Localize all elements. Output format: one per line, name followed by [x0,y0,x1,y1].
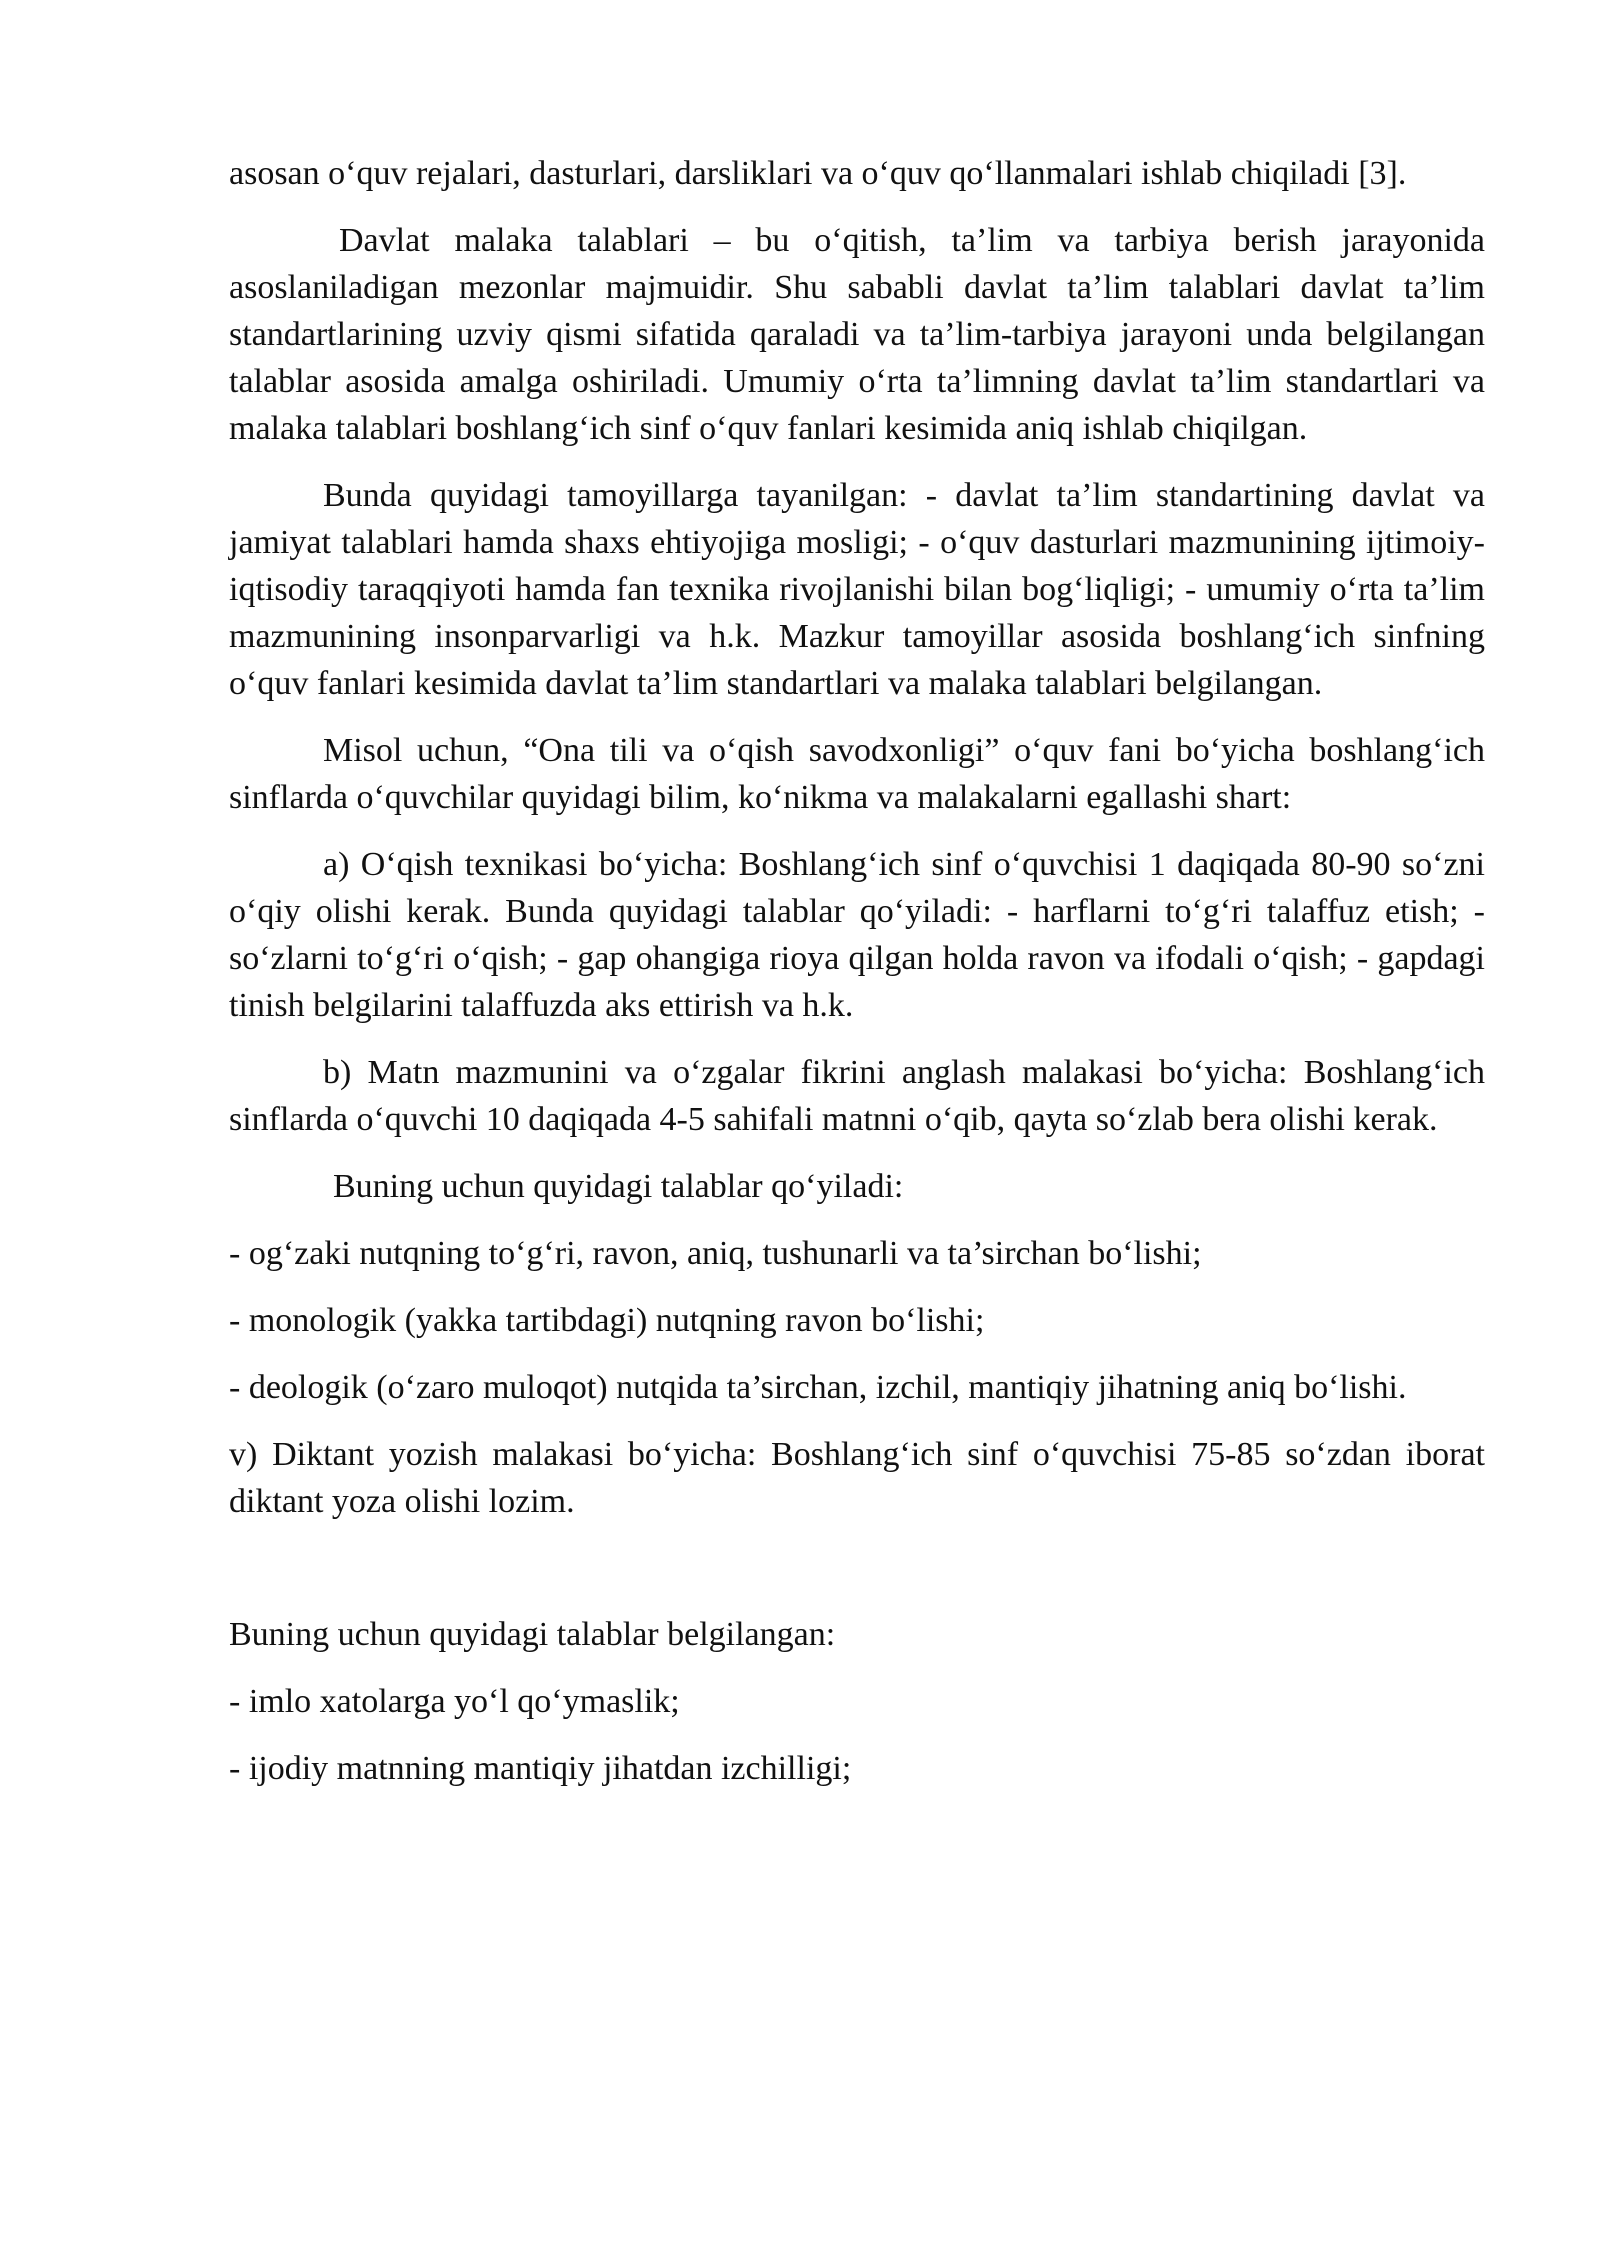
document-page [229,150,1485,1812]
paragraph-talablar-intro: Buning uchun quyidagi talablar qo‘yiladi: [333,1168,904,1205]
paragraph-talablar-belgilangan: Buning uchun quyidagi talablar belgilangan: [229,1616,836,1653]
paragraph-matn-mazmuni: b) Matn mazmunini va o‘zgalar fikrini anglash malakasi bo‘yicha: Boshlang‘ich sinflarda o‘quvchi 10 daqiqada 4-5 sahifali matnni o‘qib, qayta so‘zlab bera olishi kerak. [229,1054,1485,1138]
paragraph-diktant: v) Diktant yozish malakasi bo‘yicha: Boshlang‘ich sinf o‘quvchisi 75-85 so‘zdan iborat diktant yoza olishi lozim. [229,1436,1485,1520]
list-item: - imlo xatolarga yo‘l qo‘ymaslik; [229,1683,680,1720]
list-item: - og‘zaki nutqning to‘g‘ri, ravon, aniq, tushunarli va ta’sirchan bo‘lishi; [229,1235,1202,1272]
blank-space [229,1545,1485,1611]
paragraph-davlat-malaka: Davlat malaka talablari – bu o‘qitish, ta’lim va tarbiya berish jarayonida asoslaniladigan mezonlar majmuidir. Shu sababli davlat ta’lim talablari davlat ta’lim standartlarining uzviy qismi sifatida qaraladi va ta’lim-tarbiya jarayoni unda belgilangan talablar asosida amalga oshiriladi. Umumiy o‘rta ta’limning davlat ta’lim standartlari va malaka talablari boshlang‘ich sinf o‘quv fanlari kesimida aniq ishlab chiqilgan. [229,222,1485,447]
paragraph-misol: Misol uchun, “Ona tili va o‘qish savodxonligi” o‘quv fani bo‘yicha boshlang‘ich sinflarda o‘quvchilar quyidagi bilim, ko‘nikma va malakalarni egallashi shart: [229,732,1485,816]
paragraph-oqish-texnikasi: a) O‘qish texnikasi bo‘yicha: Boshlang‘ich sinf o‘quvchisi 1 daqiqada 80-90 so‘zni o‘qiy olishi kerak. Bunda quyidagi talablar qo‘yiladi: - harflarni to‘g‘ri talaffuz etish; - so‘zlarni to‘g‘ri o‘qish; - gap ohangiga rioya qilgan holda ravon va ifodali o‘qish; - gapdagi tinish belgilarini talaffuzda aks ettirish va h.k. [229,846,1485,1024]
list-item: - deologik (o‘zaro muloqot) nutqida ta’sirchan, izchil, mantiqiy jihatning aniq bo‘lishi. [229,1369,1407,1406]
list-item: - monologik (yakka tartibdagi) nutqning ravon bo‘lishi; [229,1302,985,1339]
paragraph-continuation: asosan o‘quv rejalari, dasturlari, darsliklari va o‘quv qo‘llanmalari ishlab chiqiladi [3]. [229,155,1407,192]
list-item: - ijodiy matnning mantiqiy jihatdan izchilligi; [229,1750,852,1787]
paragraph-tamoyillar: Bunda quyidagi tamoyillarga tayanilgan: - davlat ta’lim standartining davlat va jamiyat talablari hamda shaxs ehtiyojiga mosligi; - o‘quv dasturlari mazmunining ijtimoiy-iqtisodiy taraqqiyoti hamda fan texnika rivojlanishi bilan bog‘liqligi; - umumiy o‘rta ta’lim mazmunining insonparvarligi va h.k. Mazkur tamoyillar asosida boshlang‘ich sinfning o‘quv fanlari kesimida davlat ta’lim standartlari va malaka talablari belgilangan. [229,477,1485,702]
